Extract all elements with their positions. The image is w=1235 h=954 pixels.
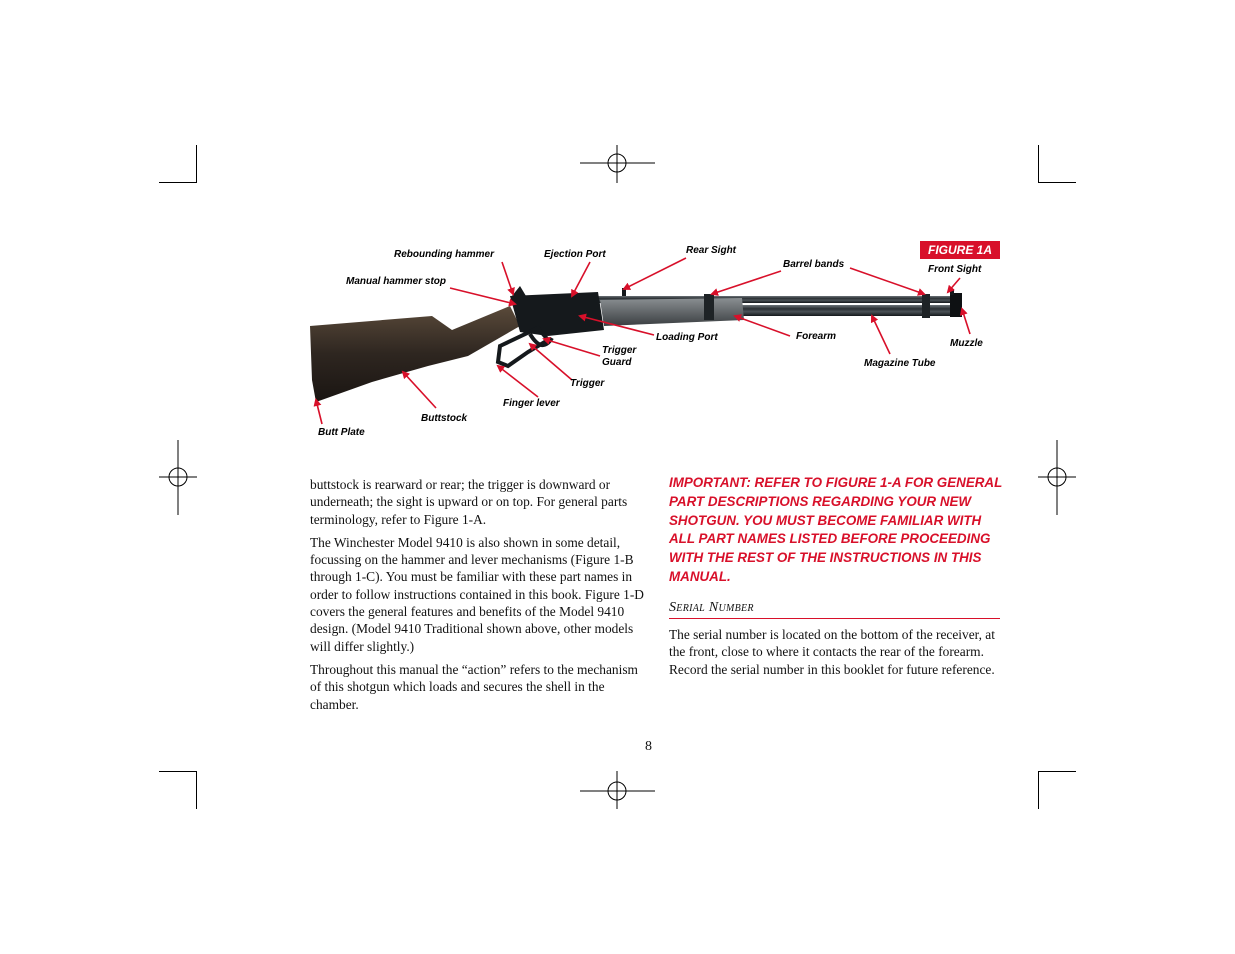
label-trigger-guard-line2: Guard xyxy=(602,357,632,368)
paragraph-action: Throughout this manual the “action” refers to the mechanism of this shotgun which loads and secures the shell in the chamber. xyxy=(310,661,638,712)
label-forearm: Forearm xyxy=(796,331,837,342)
label-trigger: Trigger xyxy=(570,378,605,389)
section-title-serial-number: Serial Number xyxy=(669,600,1000,619)
paragraph-terminology: buttstock is rearward or rear; the trigger is downward or underneath; the sight is upward or on top. For general parts terminology, refer to Figure 1-A. xyxy=(310,477,628,527)
label-loading-port: Loading Port xyxy=(656,332,718,343)
label-magazine-tube: Magazine Tube xyxy=(864,358,936,369)
label-barrel-bands: Barrel bands xyxy=(783,259,845,270)
label-front-sight: Front Sight xyxy=(928,264,982,275)
paragraph-serial-number: The serial number is located on the bottom of the receiver, at the front, close to where it contacts the rear of the forearm. Record the serial number in this booklet for future reference. xyxy=(669,627,995,677)
label-butt-plate: Butt Plate xyxy=(318,427,365,438)
left-column xyxy=(310,476,644,719)
label-rebounding-hammer: Rebounding hammer xyxy=(394,249,495,260)
label-trigger-guard-line1: Trigger xyxy=(602,345,637,356)
paragraph-model-details: The Winchester Model 9410 is also shown in some detail, focussing on the hammer and lever mechanisms (Figure 1-B through 1-C). You must be familiar with these part names in order to follow instructions contained in this book. Figure 1-D covers the general features and benefits of the Model 9410 design. (Model 9410 Traditional shown above, other models will differ slightly.) xyxy=(310,534,644,654)
label-ejection-port: Ejection Port xyxy=(544,249,606,260)
label-manual-hammer-stop: Manual hammer stop xyxy=(346,276,447,287)
important-notice: IMPORTANT: REFER TO FIGURE 1-A FOR GENERAL PART DESCRIPTIONS REGARDING YOUR NEW SHOTGUN. YOU MUST BECOME FAMILIAR WITH ALL PART NAMES LISTED BEFORE PROCEEDING WITH THE REST OF THE INSTRUCTIONS IN THIS MANUAL. xyxy=(669,475,1003,584)
page-number: 8 xyxy=(645,739,652,754)
label-finger-lever: Finger lever xyxy=(503,398,560,409)
label-muzzle: Muzzle xyxy=(950,338,983,349)
label-rear-sight: Rear Sight xyxy=(686,245,737,256)
figure-badge: FIGURE 1A xyxy=(920,241,1000,259)
label-buttstock: Buttstock xyxy=(421,413,468,424)
serial-number-text xyxy=(669,626,1005,684)
